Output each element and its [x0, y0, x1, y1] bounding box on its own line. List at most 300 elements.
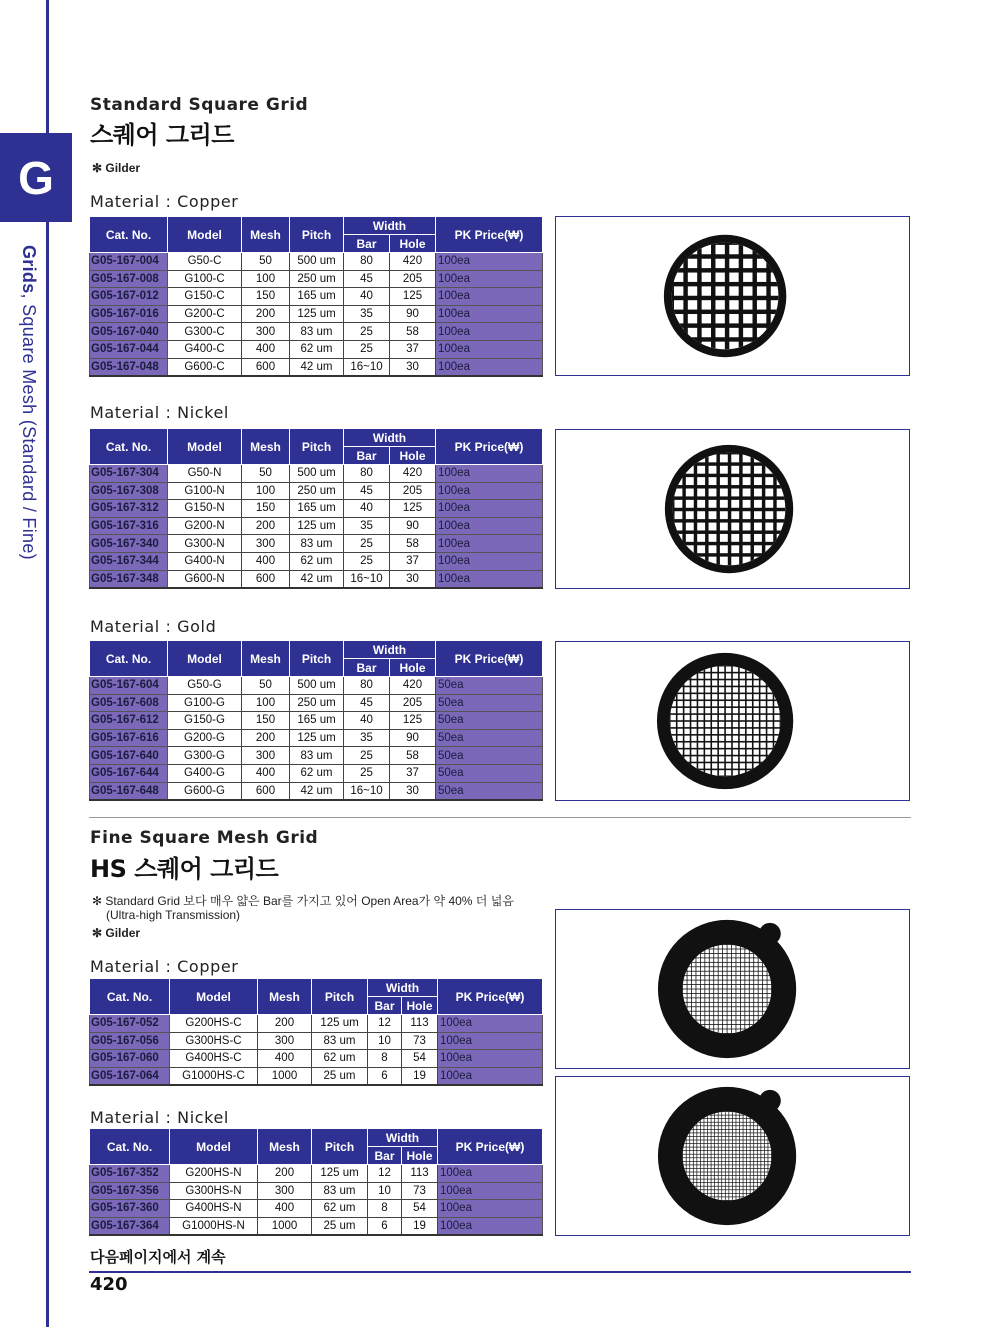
- model-cell: G300-C: [168, 323, 242, 341]
- header-mesh: Mesh: [258, 979, 312, 1015]
- model-cell: G200-C: [168, 305, 242, 323]
- pitch-cell: 250 um: [290, 270, 344, 288]
- pitch-cell: 62 um: [290, 552, 344, 570]
- pitch-cell: 83 um: [290, 535, 344, 553]
- pitch-cell: 125 um: [290, 517, 344, 535]
- price-table-nickel: [89, 428, 543, 589]
- mesh-cell: 300: [242, 323, 290, 341]
- model-cell: G600-N: [168, 570, 242, 588]
- model-cell: G200HS-C: [170, 1015, 258, 1033]
- table-row: [90, 253, 543, 271]
- header-model: Model: [170, 979, 258, 1015]
- pitch-cell: 62 um: [312, 1050, 368, 1068]
- cat-no-cell: G05-167-004: [90, 253, 168, 271]
- bar-cell: 16~10: [344, 782, 390, 800]
- cat-no-cell: G05-167-608: [90, 694, 168, 712]
- header-pitch: Pitch: [290, 217, 344, 253]
- header-hole: Hole: [390, 235, 436, 253]
- table-row: [90, 677, 543, 695]
- mesh-cell: 1000: [258, 1067, 312, 1085]
- price-cell: 50ea: [436, 694, 543, 712]
- header-width: Width: [344, 217, 436, 235]
- header-bar: Bar: [368, 997, 402, 1015]
- price-cell: 100ea: [436, 465, 543, 483]
- table-row: [90, 1200, 543, 1218]
- table-row: [90, 288, 543, 306]
- model-cell: G300-G: [168, 747, 242, 765]
- header-width: Width: [368, 1129, 438, 1147]
- fine-note-gilder: ✻ Gilder: [92, 926, 141, 940]
- model-cell: G150-G: [168, 712, 242, 730]
- header-mesh: Mesh: [242, 217, 290, 253]
- price-cell: 50ea: [436, 677, 543, 695]
- cat-no-cell: G05-167-008: [90, 270, 168, 288]
- cat-no-cell: G05-167-640: [90, 747, 168, 765]
- hole-cell: 30: [390, 358, 436, 376]
- bar-cell: 6: [368, 1067, 402, 1085]
- cat-no-cell: G05-167-612: [90, 712, 168, 730]
- table-row: [90, 535, 543, 553]
- table-row: [90, 552, 543, 570]
- pitch-cell: 165 um: [290, 712, 344, 730]
- table-row: [90, 340, 543, 358]
- model-cell: G50-C: [168, 253, 242, 271]
- standard-note: ✻ Gilder: [92, 161, 141, 175]
- table-row: [90, 570, 543, 588]
- header-model: Model: [168, 429, 242, 465]
- grid-image-nickel: [555, 429, 910, 589]
- header-pitch: Pitch: [312, 1129, 368, 1165]
- continue-note: 다음페이지에서 계속: [90, 1248, 226, 1266]
- hole-cell: 205: [390, 694, 436, 712]
- pitch-cell: 62 um: [312, 1200, 368, 1218]
- table-row: [90, 747, 543, 765]
- hole-cell: 125: [390, 288, 436, 306]
- table-row: [90, 1067, 543, 1085]
- price-cell: 100ea: [438, 1015, 543, 1033]
- bar-cell: 16~10: [344, 570, 390, 588]
- fine-note-sub: (Ultra-high Transmission): [106, 908, 241, 922]
- pitch-cell: 83 um: [290, 323, 344, 341]
- cat-no-cell: G05-167-044: [90, 340, 168, 358]
- hole-cell: 54: [402, 1050, 438, 1068]
- price-cell: 100ea: [436, 270, 543, 288]
- bar-cell: 8: [368, 1050, 402, 1068]
- pitch-cell: 83 um: [290, 747, 344, 765]
- price-cell: 50ea: [436, 712, 543, 730]
- header-cat-no: Cat. No.: [90, 979, 170, 1015]
- header-price: PK Price(₩): [436, 641, 543, 677]
- cat-no-cell: G05-167-012: [90, 288, 168, 306]
- cat-no-cell: G05-167-364: [90, 1217, 170, 1235]
- hole-cell: 205: [390, 270, 436, 288]
- cat-no-cell: G05-167-344: [90, 552, 168, 570]
- bar-cell: 12: [368, 1015, 402, 1033]
- model-cell: G600-G: [168, 782, 242, 800]
- pitch-cell: 250 um: [290, 482, 344, 500]
- header-price: PK Price(₩): [438, 979, 543, 1015]
- price-cell: 100ea: [436, 482, 543, 500]
- standard-title-en: Standard Square Grid: [90, 95, 309, 115]
- mesh-cell: 100: [242, 482, 290, 500]
- mesh-cell: 600: [242, 570, 290, 588]
- bar-cell: 10: [368, 1032, 402, 1050]
- cat-no-cell: G05-167-056: [90, 1032, 170, 1050]
- model-cell: G50-G: [168, 677, 242, 695]
- pitch-cell: 250 um: [290, 694, 344, 712]
- model-cell: G50-N: [168, 465, 242, 483]
- price-cell: 100ea: [436, 570, 543, 588]
- bar-cell: 45: [344, 694, 390, 712]
- price-table-hs-nickel: [89, 1128, 543, 1236]
- hole-cell: 420: [390, 465, 436, 483]
- price-cell: 100ea: [436, 535, 543, 553]
- header-cat-no: Cat. No.: [90, 429, 168, 465]
- bar-cell: 80: [344, 677, 390, 695]
- price-cell: 50ea: [436, 764, 543, 782]
- section-divider: [89, 817, 911, 818]
- bar-cell: 25: [344, 535, 390, 553]
- header-hole: Hole: [402, 1147, 438, 1165]
- price-cell: 100ea: [438, 1217, 543, 1235]
- cat-no-cell: G05-167-356: [90, 1182, 170, 1200]
- model-cell: G300HS-N: [170, 1182, 258, 1200]
- header-model: Model: [168, 217, 242, 253]
- hole-cell: 37: [390, 340, 436, 358]
- hole-cell: 58: [390, 747, 436, 765]
- bar-cell: 8: [368, 1200, 402, 1218]
- hole-cell: 73: [402, 1182, 438, 1200]
- price-table-copper: [89, 216, 543, 377]
- model-cell: G600-C: [168, 358, 242, 376]
- fine-title-ko: HS 스퀘어 그리드: [90, 855, 279, 883]
- model-cell: G150-C: [168, 288, 242, 306]
- model-cell: G1000HS-C: [170, 1067, 258, 1085]
- section-tab-letter: G: [18, 151, 54, 204]
- pitch-cell: 25 um: [312, 1067, 368, 1085]
- header-hole: Hole: [390, 659, 436, 677]
- model-cell: G200-G: [168, 729, 242, 747]
- hole-cell: 54: [402, 1200, 438, 1218]
- cat-no-cell: G05-167-016: [90, 305, 168, 323]
- price-table-gold: [89, 640, 543, 801]
- model-cell: G200HS-N: [170, 1165, 258, 1183]
- table-row: [90, 465, 543, 483]
- table-row: [90, 1165, 543, 1183]
- pitch-cell: 500 um: [290, 677, 344, 695]
- hole-cell: 90: [390, 305, 436, 323]
- bar-cell: 80: [344, 253, 390, 271]
- price-cell: 100ea: [436, 323, 543, 341]
- header-pitch: Pitch: [312, 979, 368, 1015]
- cat-no-cell: G05-167-316: [90, 517, 168, 535]
- hole-cell: 420: [390, 677, 436, 695]
- header-hole: Hole: [402, 997, 438, 1015]
- pitch-cell: 83 um: [312, 1032, 368, 1050]
- bar-cell: 25: [344, 340, 390, 358]
- mesh-cell: 50: [242, 253, 290, 271]
- hole-cell: 30: [390, 570, 436, 588]
- bar-cell: 6: [368, 1217, 402, 1235]
- table-row: [90, 694, 543, 712]
- hole-cell: 58: [390, 323, 436, 341]
- model-cell: G400-G: [168, 764, 242, 782]
- hole-cell: 19: [402, 1217, 438, 1235]
- hole-cell: 19: [402, 1067, 438, 1085]
- header-width: Width: [368, 979, 438, 997]
- model-cell: G150-N: [168, 500, 242, 518]
- model-cell: G400-N: [168, 552, 242, 570]
- mesh-cell: 150: [242, 712, 290, 730]
- hole-cell: 73: [402, 1032, 438, 1050]
- cat-no-cell: G05-167-048: [90, 358, 168, 376]
- bar-cell: 40: [344, 500, 390, 518]
- cat-no-cell: G05-167-644: [90, 764, 168, 782]
- pitch-cell: 500 um: [290, 465, 344, 483]
- cat-no-cell: G05-167-648: [90, 782, 168, 800]
- header-pitch: Pitch: [290, 429, 344, 465]
- cat-no-cell: G05-167-352: [90, 1165, 170, 1183]
- hole-cell: 58: [390, 535, 436, 553]
- mesh-cell: 50: [242, 677, 290, 695]
- mesh-cell: 200: [242, 305, 290, 323]
- fine-note: ✻ Standard Grid 보다 매우 얇은 Bar를 가지고 있어 Open Area가 약 40% 더 넓음: [92, 894, 514, 908]
- model-cell: G400HS-C: [170, 1050, 258, 1068]
- mesh-cell: 300: [258, 1182, 312, 1200]
- price-cell: 100ea: [436, 517, 543, 535]
- pitch-cell: 62 um: [290, 764, 344, 782]
- hole-cell: 37: [390, 552, 436, 570]
- table-row: [90, 305, 543, 323]
- hole-cell: 125: [390, 712, 436, 730]
- pitch-cell: 165 um: [290, 500, 344, 518]
- mesh-cell: 400: [242, 340, 290, 358]
- mesh-cell: 1000: [258, 1217, 312, 1235]
- price-cell: 50ea: [436, 782, 543, 800]
- bar-cell: 12: [368, 1165, 402, 1183]
- model-cell: G100-G: [168, 694, 242, 712]
- table-row: [90, 500, 543, 518]
- model-cell: G300HS-C: [170, 1032, 258, 1050]
- material-label: Material : Nickel: [90, 403, 229, 422]
- bar-cell: 40: [344, 288, 390, 306]
- hole-cell: 113: [402, 1165, 438, 1183]
- standard-title-ko: 스퀘어 그리드: [90, 121, 234, 149]
- header-price: PK Price(₩): [436, 217, 543, 253]
- table-row: [90, 1050, 543, 1068]
- table-row: [90, 764, 543, 782]
- mesh-cell: 200: [242, 517, 290, 535]
- page-number: 420: [90, 1274, 128, 1295]
- cat-no-cell: G05-167-052: [90, 1015, 170, 1033]
- mesh-cell: 400: [242, 764, 290, 782]
- pitch-cell: 125 um: [312, 1165, 368, 1183]
- bar-cell: 25: [344, 747, 390, 765]
- table-row: [90, 270, 543, 288]
- price-cell: 100ea: [436, 305, 543, 323]
- header-cat-no: Cat. No.: [90, 641, 168, 677]
- pitch-cell: 25 um: [312, 1217, 368, 1235]
- mesh-cell: 400: [258, 1050, 312, 1068]
- price-cell: 100ea: [436, 358, 543, 376]
- pitch-cell: 42 um: [290, 570, 344, 588]
- standard-note-text: Gilder: [105, 161, 141, 175]
- bar-cell: 25: [344, 323, 390, 341]
- price-cell: 50ea: [436, 729, 543, 747]
- cat-no-cell: G05-167-304: [90, 465, 168, 483]
- hole-cell: 30: [390, 782, 436, 800]
- model-cell: G300-N: [168, 535, 242, 553]
- grid-image-hs-copper: [555, 909, 910, 1069]
- mesh-cell: 200: [242, 729, 290, 747]
- mesh-cell: 200: [258, 1015, 312, 1033]
- mesh-cell: 50: [242, 465, 290, 483]
- bar-cell: 25: [344, 764, 390, 782]
- header-bar: Bar: [344, 447, 390, 465]
- header-width: Width: [344, 429, 436, 447]
- pitch-cell: 500 um: [290, 253, 344, 271]
- cat-no-cell: G05-167-064: [90, 1067, 170, 1085]
- side-title-rest: , Square Mesh (Standard / Fine): [19, 293, 39, 560]
- pitch-cell: 83 um: [312, 1182, 368, 1200]
- cat-no-cell: G05-167-040: [90, 323, 168, 341]
- cat-no-cell: G05-167-312: [90, 500, 168, 518]
- table-row: [90, 712, 543, 730]
- header-price: PK Price(₩): [436, 429, 543, 465]
- mesh-cell: 600: [242, 358, 290, 376]
- bar-cell: 16~10: [344, 358, 390, 376]
- mesh-cell: 100: [242, 270, 290, 288]
- mesh-cell: 300: [242, 535, 290, 553]
- header-mesh: Mesh: [258, 1129, 312, 1165]
- price-table-hs-copper: [89, 978, 543, 1086]
- cat-no-cell: G05-167-340: [90, 535, 168, 553]
- price-cell: 100ea: [438, 1050, 543, 1068]
- table-row: [90, 1182, 543, 1200]
- hole-cell: 90: [390, 517, 436, 535]
- price-cell: 100ea: [438, 1165, 543, 1183]
- mesh-cell: 400: [258, 1200, 312, 1218]
- cat-no-cell: G05-167-308: [90, 482, 168, 500]
- header-bar: Bar: [368, 1147, 402, 1165]
- table-row: [90, 1015, 543, 1033]
- table-row: [90, 1217, 543, 1235]
- price-cell: 100ea: [436, 340, 543, 358]
- hole-cell: 90: [390, 729, 436, 747]
- price-cell: 100ea: [436, 552, 543, 570]
- footer-line: [89, 1271, 911, 1273]
- mesh-cell: 100: [242, 694, 290, 712]
- header-cat-no: Cat. No.: [90, 217, 168, 253]
- price-cell: 100ea: [436, 500, 543, 518]
- price-cell: 50ea: [436, 747, 543, 765]
- table-row: [90, 782, 543, 800]
- bar-cell: 45: [344, 270, 390, 288]
- bar-cell: 25: [344, 552, 390, 570]
- cat-no-cell: G05-167-616: [90, 729, 168, 747]
- price-cell: 100ea: [438, 1067, 543, 1085]
- hole-cell: 420: [390, 253, 436, 271]
- header-mesh: Mesh: [242, 641, 290, 677]
- header-model: Model: [168, 641, 242, 677]
- price-cell: 100ea: [436, 253, 543, 271]
- hole-cell: 205: [390, 482, 436, 500]
- model-cell: G100-N: [168, 482, 242, 500]
- mesh-cell: 300: [258, 1032, 312, 1050]
- model-cell: G400-C: [168, 340, 242, 358]
- mesh-cell: 600: [242, 782, 290, 800]
- cat-no-cell: G05-167-604: [90, 677, 168, 695]
- hole-cell: 125: [390, 500, 436, 518]
- bar-cell: 10: [368, 1182, 402, 1200]
- fine-note-gilder-text: Gilder: [105, 926, 141, 940]
- grid-image-copper: [555, 216, 910, 376]
- pitch-cell: 125 um: [312, 1015, 368, 1033]
- pitch-cell: 165 um: [290, 288, 344, 306]
- bar-cell: 40: [344, 712, 390, 730]
- table-row: [90, 729, 543, 747]
- bar-cell: 80: [344, 465, 390, 483]
- pitch-cell: 125 um: [290, 729, 344, 747]
- price-cell: 100ea: [438, 1032, 543, 1050]
- price-cell: 100ea: [438, 1182, 543, 1200]
- mesh-cell: 300: [242, 747, 290, 765]
- header-cat-no: Cat. No.: [90, 1129, 170, 1165]
- side-title: [18, 245, 39, 560]
- model-cell: G400HS-N: [170, 1200, 258, 1218]
- mesh-cell: 200: [258, 1165, 312, 1183]
- section-tab: [0, 133, 72, 222]
- material-label: Material : Copper: [90, 957, 239, 976]
- pitch-cell: 125 um: [290, 305, 344, 323]
- table-row: [90, 482, 543, 500]
- bar-cell: 35: [344, 517, 390, 535]
- header-width: Width: [344, 641, 436, 659]
- material-label: Material : Gold: [90, 617, 217, 636]
- model-cell: G100-C: [168, 270, 242, 288]
- header-mesh: Mesh: [242, 429, 290, 465]
- table-row: [90, 517, 543, 535]
- side-title-bold: Grids: [19, 245, 39, 294]
- header-bar: Bar: [344, 659, 390, 677]
- header-pitch: Pitch: [290, 641, 344, 677]
- cat-no-cell: G05-167-360: [90, 1200, 170, 1218]
- material-label: Material : Copper: [90, 192, 239, 211]
- fine-note-text: Standard Grid 보다 매우 얇은 Bar를 가지고 있어 Open Area가 약 40% 더 넓음: [105, 894, 514, 908]
- material-label: Material : Nickel: [90, 1108, 229, 1127]
- pitch-cell: 62 um: [290, 340, 344, 358]
- price-cell: 100ea: [438, 1200, 543, 1218]
- header-bar: Bar: [344, 235, 390, 253]
- header-hole: Hole: [390, 447, 436, 465]
- mesh-cell: 150: [242, 288, 290, 306]
- cat-no-cell: G05-167-348: [90, 570, 168, 588]
- bar-cell: 45: [344, 482, 390, 500]
- price-cell: 100ea: [436, 288, 543, 306]
- table-row: [90, 323, 543, 341]
- mesh-cell: 150: [242, 500, 290, 518]
- mesh-cell: 400: [242, 552, 290, 570]
- header-model: Model: [170, 1129, 258, 1165]
- table-row: [90, 358, 543, 376]
- grid-image-gold: [555, 641, 910, 801]
- hole-cell: 37: [390, 764, 436, 782]
- table-row: [90, 1032, 543, 1050]
- model-cell: G1000HS-N: [170, 1217, 258, 1235]
- pitch-cell: 42 um: [290, 358, 344, 376]
- fine-title-en: Fine Square Mesh Grid: [90, 828, 319, 848]
- bar-cell: 35: [344, 305, 390, 323]
